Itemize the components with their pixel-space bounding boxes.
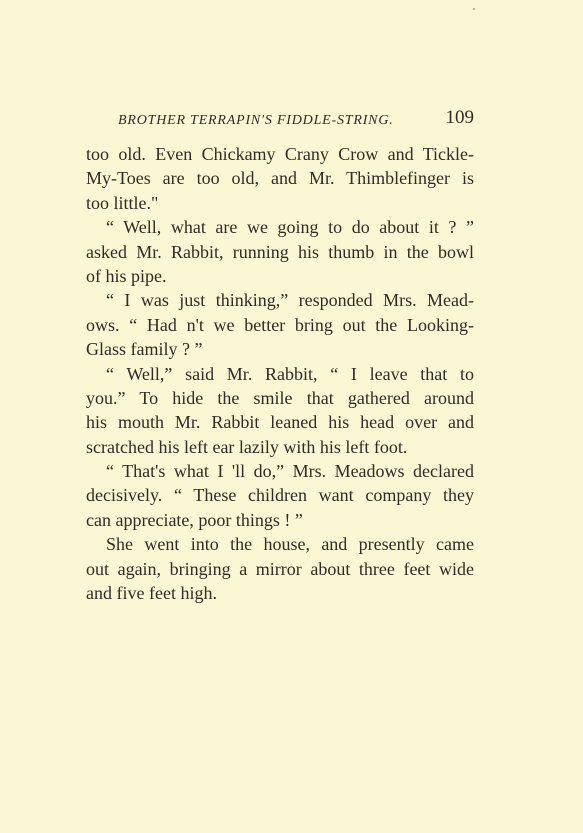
paragraph-first-line: “ Well,” said Mr. Rabbit, “ I leave that to [106,363,474,384]
text-line: asked Mr. Rabbit, running his thumb in the bowl [86,241,474,262]
text-line: decisively. “ These children want company they [86,485,474,506]
paragraph-first-line: “ That's what I 'll do,” Mrs. Meadows declared [106,461,474,482]
text-line: My-Toes are too old, and Mr. Thimblefinger is [86,168,474,189]
page-number: 109 [445,107,474,128]
body-text [86,142,474,605]
paragraph-first-line: She went into the house, and presently came [106,534,474,555]
running-title: BROTHER TERRAPIN'S FIDDLE-STRING. [118,113,394,128]
text-line: and five feet high. [86,583,217,604]
paper-speck [473,8,475,10]
text-line: his mouth Mr. Rabbit leaned his head over and [86,412,474,433]
text-line: Glass family ? ” [86,339,203,360]
running-head [86,108,474,130]
paragraph-first-line: “ I was just thinking,” responded Mrs. Mead- [106,290,474,311]
text-line: too old. Even Chickamy Crany Crow and Tickle- [86,144,474,164]
text-line: scratched his left ear lazily with his left foot. [86,436,408,457]
text-line: you.” To hide the smile that gathered around [86,387,474,408]
text-line: out again, bringing a mirror about three feet wide [86,558,474,579]
text-line: of his pipe. [86,265,167,286]
paragraph-first-line: “ Well, what are we going to do about it ? ” [106,217,474,238]
text-line: can appreciate, poor things ! ” [86,509,303,530]
text-line: too little." [86,192,159,213]
text-line: ows. “ Had n't we better bring out the Looking- [86,314,474,335]
